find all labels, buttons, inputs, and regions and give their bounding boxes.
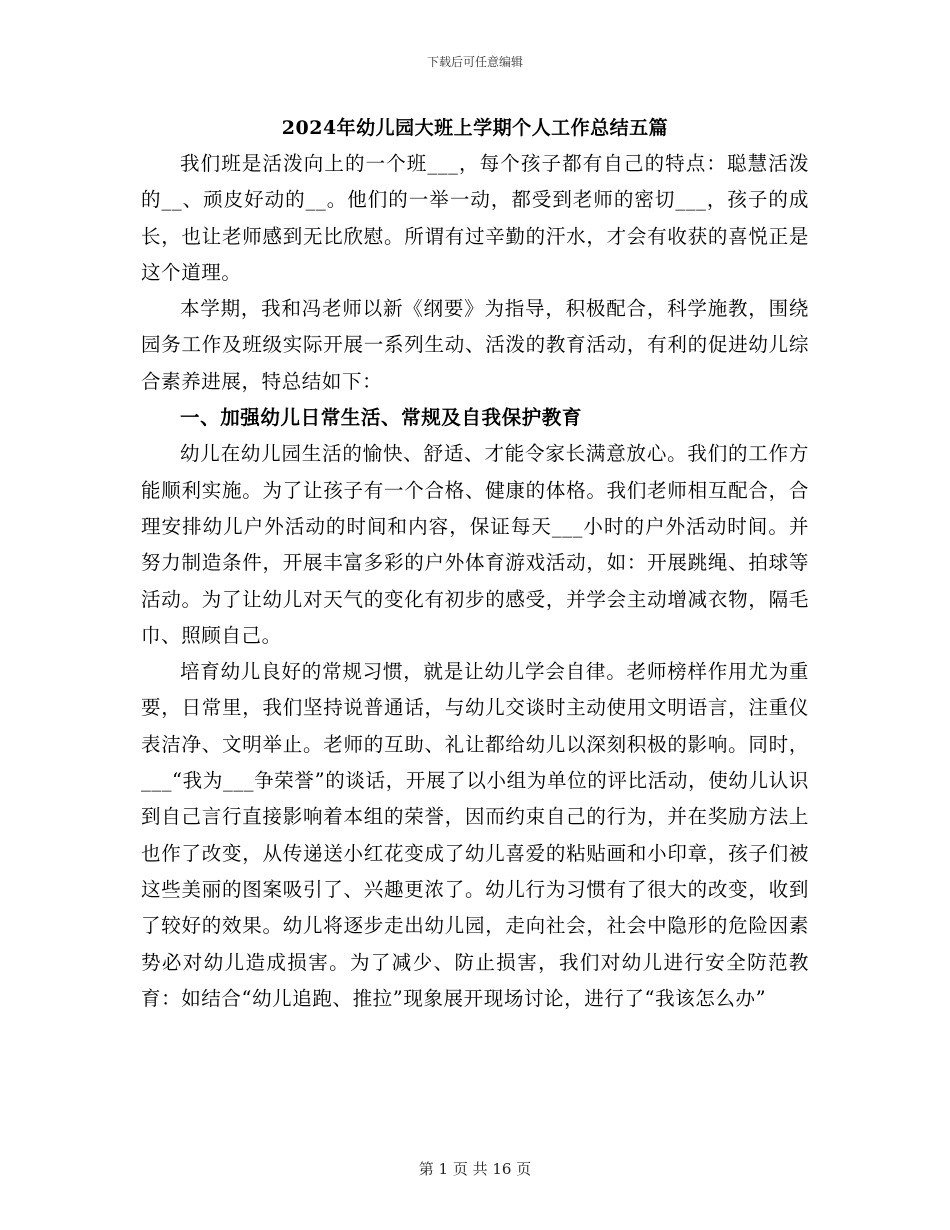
document-body <box>141 146 809 1017</box>
page-number: 第 1 页 共 16 页 <box>418 1160 532 1178</box>
paragraph-intro: 我们班是活泼向上的一个班___，每个孩子都有自己的特点：聪慧活泼的__、顽皮好动的__。他们的一举一动，都受到老师的密切___，孩子的成长，也让老师感到无比欣慰。所谓有过辛勤的汗水，才会有收获的喜悦正是这个道理。 <box>141 152 809 284</box>
header-note: 下载后可任意编辑 <box>426 55 523 69</box>
paragraph-daily-life: 幼儿在幼儿园生活的愉快、舒适、才能令家长满意放心。我们的工作方能顺利实施。为了让孩子有一个合格、健康的体格。我们老师相互配合，合理安排幼儿户外活动的时间和内容，保证每天___小时的户外活动时间。并努力制造条件，开展丰富多彩的户外体育游戏活动，如：开展跳绳、拍球等活动。为了让幼儿对天气的变化有初步的感受，并学会主动增减衣物，隔毛巾、照顾自己。 <box>141 442 809 647</box>
document-title: 2024年幼儿园大班上学期个人工作总结五篇 <box>281 117 669 139</box>
paragraph-summary-intro: 本学期，我和冯老师以新《纲要》为指导，积极配合，科学施教，围绕园务工作及班级实际开展一系列生动、活泼的教育活动，有利的促进幼儿综合素养进展，特总结如下： <box>141 297 809 393</box>
section-heading-1: 一、加强幼儿日常生活、常规及自我保护教育 <box>180 406 583 430</box>
paragraph-habits: 培育幼儿良好的常规习惯，就是让幼儿学会自律。老师榜样作用尤为重要，日常里，我们坚持说普通话，与幼儿交谈时主动使用文明语言，注重仪表洁净、文明举止。老师的互助、礼让都给幼儿以深刻积极的影响。同时，___“我为___争荣誉”的谈话，开展了以小组为单位的评比活动，使幼儿认识到自己言行直接影响着本组的荣誉，因而约束自己的行为，并在奖励方法上也作了改变，从传递送小红花变成了幼儿喜爱的粘贴画和小印章，孩子们被这些美丽的图案吸引了、兴趣更浓了。幼儿行为习惯有了很大的改变，收到了较好的效果。幼儿将逐步走出幼儿园，走向社会，社会中隐形的危险因素势必对幼儿造成损害。为了减少、防止损害，我们对幼儿进行安全防范教育：如结合“幼儿追跑、推拉”现象展开现场讨论，进行了“我该怎么办” <box>141 660 809 1010</box>
